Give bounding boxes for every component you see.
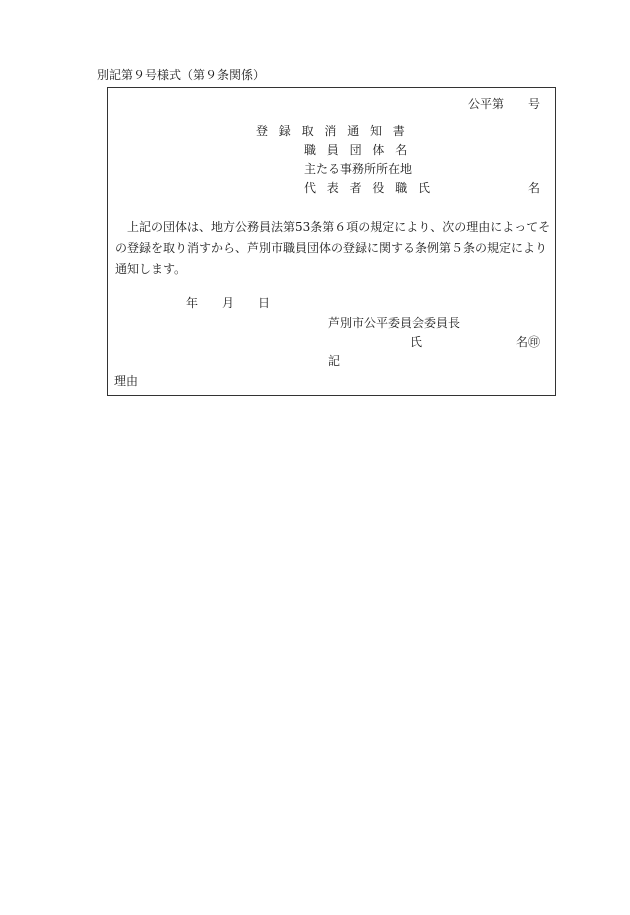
office-address-label: 主たる事務所所在地 <box>304 162 413 176</box>
representative-name-suffix: 名 <box>528 181 541 195</box>
document-number-prefix: 公平第 <box>468 97 505 111</box>
ki-label: 記 <box>328 354 341 368</box>
date-day: 日 <box>258 296 271 310</box>
issuer-name-suffix-seal: 名㊞ <box>516 335 541 349</box>
representative-label: 代表者役職氏 <box>304 181 441 195</box>
date-month: 月 <box>222 296 235 310</box>
body-text: 上記の団体は、地方公務員法第53条第６項の規定により、次の理由によってその登録を取り消すから、芦別市職員団体の登録に関する条例第５条の規定により通知します。 <box>115 220 551 276</box>
reason-label: 理由 <box>114 374 139 388</box>
body-paragraph <box>115 217 553 280</box>
issuer-name-prefix: 氏 <box>410 335 423 349</box>
date-year: 年 <box>186 296 199 310</box>
document-title: 登録取消通知書 <box>256 124 416 138</box>
form-heading: 別記第９号様式（第９条関係） <box>97 68 266 82</box>
org-name-label: 職員団体名 <box>304 143 419 157</box>
issuer-title: 芦別市公平委員会委員長 <box>328 316 461 330</box>
document-number-suffix: 号 <box>528 97 541 111</box>
